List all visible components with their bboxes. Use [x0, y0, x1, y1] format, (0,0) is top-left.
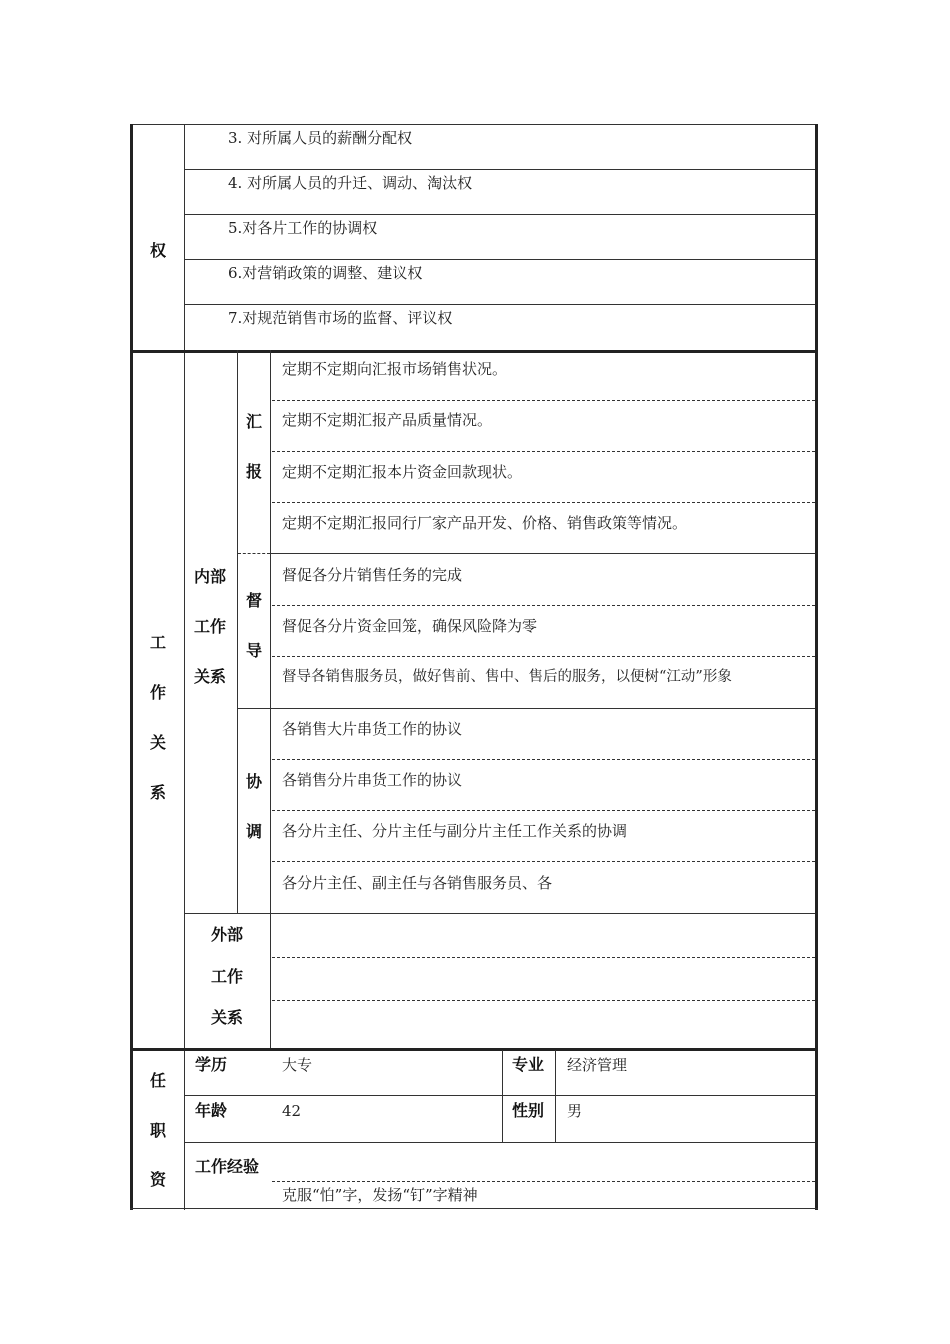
dashed-divider: [272, 605, 815, 606]
gender-value: 男: [567, 1102, 583, 1120]
report-label-char: 报: [246, 462, 263, 481]
work-relations-label-char: 系: [150, 783, 167, 802]
authority-item: 5.对各片工作的协调权: [228, 219, 378, 237]
report-label-char: 汇: [246, 412, 263, 431]
row-divider: [271, 553, 815, 554]
coordinate-label-char: 调: [246, 822, 263, 841]
report-item: 定期不定期汇报同行厂家产品开发、价格、销售政策等情况。: [282, 514, 688, 532]
content-divider: [270, 350, 271, 1050]
dashed-divider: [272, 1000, 815, 1001]
external-label-line: 关系: [211, 1008, 244, 1027]
dashed-divider: [272, 810, 815, 811]
authority-label: 权: [150, 241, 167, 260]
work-relations-label-char: 工: [150, 633, 167, 652]
age-value: 42: [282, 1102, 302, 1120]
supervise-item: 督导各销售服务员，做好售前、售中、售后的服务，以便树“江动”形象: [282, 669, 732, 685]
row-divider: [185, 1095, 815, 1096]
education-value: 大专: [282, 1056, 313, 1074]
table-bottom-border: [130, 1208, 818, 1209]
authority-item: 6.对营销政策的调整、建议权: [228, 264, 423, 282]
section-divider: [130, 350, 818, 353]
supervise-label-char: 督: [246, 591, 263, 610]
qualifications-label-char: 职: [150, 1121, 167, 1140]
report-item: 定期不定期汇报本片资金回款现状。: [282, 463, 523, 481]
coordinate-item: 各销售大片串货工作的协议: [282, 720, 463, 738]
experience-value: 克服“怕”字，发扬“钉”字精神: [282, 1186, 478, 1204]
dashed-divider: [272, 759, 815, 760]
row-divider: [185, 304, 815, 305]
experience-label: 工作经验: [195, 1157, 260, 1176]
dashed-divider: [272, 451, 815, 452]
table-top-border: [130, 124, 818, 125]
row-divider: [185, 169, 815, 170]
supervise-label-char: 导: [246, 641, 263, 660]
dashed-divider: [272, 502, 815, 503]
column-divider: [555, 1050, 556, 1142]
dashed-divider: [272, 957, 815, 958]
coordinate-label-char: 协: [246, 772, 263, 791]
row-divider: [238, 708, 815, 709]
row-divider: [185, 259, 815, 260]
internal-label-line: 关系: [194, 667, 227, 686]
external-label-line: 工作: [211, 967, 244, 986]
gender-label: 性别: [512, 1101, 545, 1120]
external-label-line: 外部: [211, 925, 244, 944]
internal-label-line: 工作: [194, 617, 227, 636]
dashed-divider: [272, 656, 815, 657]
work-relations-label-char: 作: [150, 683, 167, 702]
coordinate-item: 各分片主任、分片主任与副分片主任工作关系的协调: [282, 822, 628, 840]
authority-item: 7.对规范销售市场的监督、评议权: [228, 309, 453, 327]
report-item: 定期不定期汇报产品质量情况。: [282, 411, 493, 429]
internal-sublabel-divider: [237, 350, 238, 913]
major-value: 经济管理: [567, 1056, 628, 1074]
dashed-divider: [272, 861, 815, 862]
column-divider: [502, 1050, 503, 1142]
education-label: 学历: [195, 1055, 228, 1074]
dashed-divider: [272, 1181, 815, 1182]
major-label: 专业: [512, 1055, 545, 1074]
supervise-item: 督促各分片资金回笼，确保风险降为零: [282, 617, 538, 635]
report-item: 定期不定期向汇报市场销售状况。: [282, 360, 508, 378]
work-relations-label-char: 关: [150, 733, 167, 752]
authority-item: 4. 对所属人员的升迁、调动、淘汰权: [228, 174, 473, 192]
row-divider: [185, 214, 815, 215]
row-divider: [185, 913, 815, 914]
row-divider: [185, 1142, 815, 1143]
section-divider: [130, 1048, 818, 1051]
age-label: 年龄: [195, 1101, 228, 1120]
qualifications-label-char: 任: [150, 1071, 167, 1090]
qualifications-label-char: 资: [150, 1170, 167, 1189]
internal-label-line: 内部: [194, 567, 227, 586]
dashed-divider: [238, 553, 270, 554]
supervise-item: 督促各分片销售任务的完成: [282, 566, 463, 584]
coordinate-item: 各销售分片串货工作的协议: [282, 771, 463, 789]
coordinate-item: 各分片主任、副主任与各销售服务员、各: [282, 874, 553, 892]
dashed-divider: [272, 400, 815, 401]
authority-item: 3. 对所属人员的薪酬分配权: [228, 129, 413, 147]
